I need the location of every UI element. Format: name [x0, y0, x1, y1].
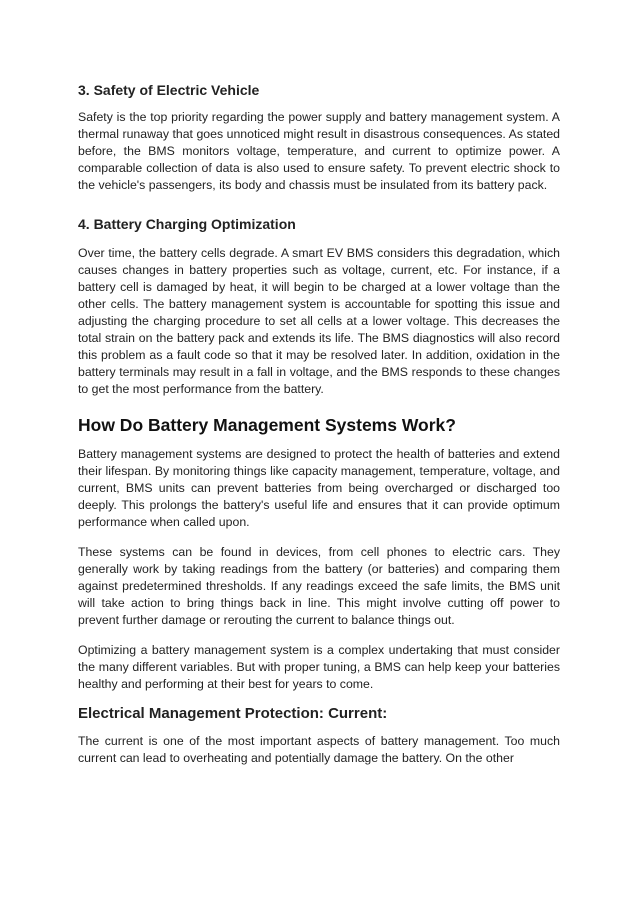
paragraph-charging-optimization: Over time, the battery cells degrade. A smart EV BMS considers this degradation, which causes changes in battery properties such as voltage, current, etc. For instance, if a battery cell is damaged by heat, it will begin to be charged at a lower voltage than the other cells. The battery management system is accountable for spotting this issue and adjusting the charging procedure to set all cells at a lower voltage. This decreases the total strain on the battery pack and extends its life. The BMS diagnostics will also record this problem as a fault code so that it may be resolved later. In addition, oxidation in the battery terminals may result in a fall in voltage, and the BMS responds to these changes to get the most performance from the battery.: [78, 246, 560, 396]
paragraph-bms-devices: These systems can be found in devices, from cell phones to electric cars. They generally work by taking readings from the battery (or batteries) and comparing them against predetermined thresholds. If any readings exceed the safe limits, the BMS unit will take action to bring things back in line. This might involve cutting off power to prevent further damage or rerouting the current to balance things out.: [78, 545, 560, 627]
paragraph-safety: Safety is the top priority regarding the power supply and battery management system. A thermal runaway that goes unnoticed might result in disastrous consequences. As stated before, the BMS monitors voltage, temperature, and current to optimize power. A comparable collection of data is also used to ensure safety. To prevent electric shock to the vehicle's passengers, its body and chassis must be insulated from its battery pack.: [78, 110, 560, 192]
heading-current-protection: Electrical Management Protection: Current:: [78, 705, 388, 722]
document-page: [78, 80, 560, 767]
paragraph-current-protection: The current is one of the most important aspects of battery management. Too much current can lead to overheating and potentially damage the battery. On the other: [78, 734, 560, 765]
paragraph-bms-optimizing: Optimizing a battery management system is a complex undertaking that must consider the many different variables. But with proper tuning, a BMS can help keep your batteries healthy and performing at their best for years to come.: [78, 643, 560, 691]
paragraph-bms-overview: Battery management systems are designed to protect the health of batteries and extend their lifespan. By monitoring things like capacity management, temperature, voltage, and current, BMS units can prevent batteries from being overcharged or discharged too deeply. This prolongs the battery's useful life and ensures that it can provide optimum performance when called upon.: [78, 447, 560, 529]
section-heading-charging-optimization: 4. Battery Charging Optimization: [78, 216, 296, 232]
section-heading-safety: 3. Safety of Electric Vehicle: [78, 82, 260, 98]
heading-how-bms-work: How Do Battery Management Systems Work?: [78, 415, 456, 435]
